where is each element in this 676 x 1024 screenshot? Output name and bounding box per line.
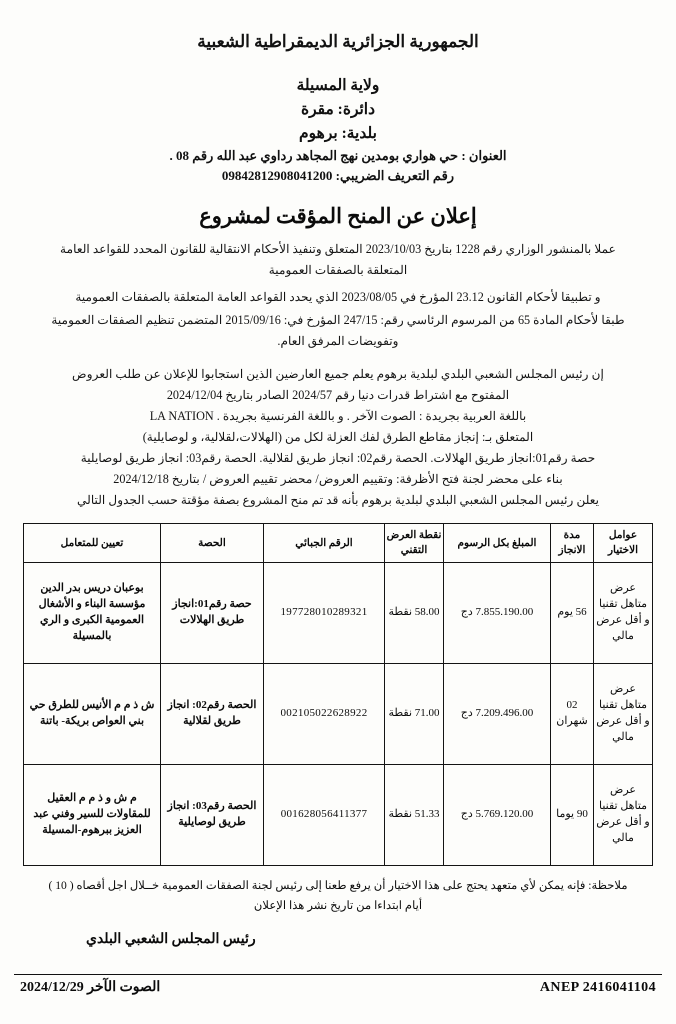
appeal-note: ملاحظة: فإنه يمكن لأي متعهد يحتج على هذا الاختيار أن يرفع طعنا إلى رئيس لجنة الصفقات العمومية خــلال اجل أقصاه ( 10 ) أيام ابتداءا من تاريخ نشر هذا الإعلان — [48, 879, 628, 913]
address-line: العنوان : حي هواري بومدين نهج المجاهد رداوي عبد الله رقم 08 . — [169, 148, 507, 164]
header-nif: الرقم الجبائي — [264, 524, 385, 563]
footer-divider — [14, 974, 662, 975]
cell-delai: 56 يوم — [551, 563, 594, 664]
signature-line: رئيس المجلس الشعبي البلدي — [86, 931, 256, 947]
header-lot: الحصة — [161, 524, 264, 563]
cell-note: 58.00 نقطة — [385, 563, 444, 664]
page-border — [6, 4, 670, 1020]
cell-nif: 002105022628922 — [264, 664, 385, 765]
cell-montant: 5.769.120.00 دج — [444, 765, 551, 866]
header-note: نقطة العرض التقني — [385, 524, 444, 563]
baladia-line: بلدية: برهوم — [299, 125, 377, 143]
republic-header: الجمهورية الجزائرية الديمقراطية الشعبية — [197, 32, 479, 51]
page-title: إعلان عن المنح المؤقت لمشروع — [199, 204, 477, 229]
daira-line: دائرة: مقرة — [300, 101, 376, 119]
paragraph-5: المفتوح مع اشتراط قدرات دنيا رقم 2024/57 الصادر بتاريخ 2024/12/04 — [166, 388, 510, 403]
cell-nif: 197728010289321 — [264, 563, 385, 664]
paragraph-3: طبقا لأحكام المادة 65 من المرسوم الرئاسي رقم: 247/15 المؤرخ في: 2015/09/16 المتضمن تنظيم الصفقات العمومية وتفويضات المرفق العام. — [51, 313, 625, 349]
paragraph-2: و تطبيقا لأحكام القانون 23.12 المؤرخ في 2023/08/05 الذي يحدد القواعد العامة المتعلقة بالصفقات العمومية — [75, 290, 601, 305]
cell-note: 51.33 نقطة — [385, 765, 444, 866]
cell-entreprise: ش ذ م م الأنيس للطرق حي بني العواص بريكة- باتنة — [24, 664, 161, 765]
header-entreprise: تعيين للمتعامل — [24, 524, 161, 563]
cell-montant: 7.855.190.00 دج — [444, 563, 551, 664]
cell-entreprise: بوعبان دريس بدر الدين مؤسسة البناء و الأشغال العمومية الكبرى و الري بالمسيلة — [24, 563, 161, 664]
wilaya-line: ولاية المسيلة — [296, 77, 380, 94]
cell-lot: الحصة رقم02: انجاز طريق لقلالية — [161, 664, 264, 765]
header-observations: عوامل الاختيار — [594, 524, 653, 563]
header-montant: المبلغ بكل الرسوم — [444, 524, 551, 563]
paragraph-6: باللغة العربية بجريدة : الصوت الآخر . و باللغة الفرنسية بجريدة . LA NATION — [149, 409, 527, 424]
cell-observations: عرض متاهل تقنيا و أقل عرض مالي — [594, 664, 653, 765]
page-footer — [0, 974, 676, 1008]
cell-note: 71.00 نقطة — [385, 664, 444, 765]
paragraph-4: إن رئيس المجلس الشعبي البلدي لبلدية برهوم يعلم جميع العارضين الذين استجابوا للإعلان عن طلب العروض — [72, 367, 604, 382]
newspaper-date: الصوت الآخر 2024/12/29 — [20, 980, 161, 995]
cell-entreprise: م ش و ذ م م العقيل للمقاولات للسير وفني عبد العزيز ببرهوم-المسيلة — [24, 765, 161, 866]
paragraph-10-announcement: يعلن رئيس المجلس الشعبي البلدي لبلدية برهوم بأنه قد تم منح المشروع بصفة مؤقتة حسب الجدول التالي — [76, 493, 600, 508]
paragraph-8-lots: حصة رقم01:انجاز طريق الهلالات. الحصة رقم02: انجاز طريق لقلالية. الحصة رقم03: انجاز طريق لوصايلية — [80, 451, 596, 466]
tax-id-line: رقم التعريف الضريبي: 09842812908041200 — [221, 168, 455, 184]
header-delai: مدة الانجاز — [551, 524, 594, 563]
cell-observations: عرض متاهل تقنيا و أقل عرض مالي — [594, 563, 653, 664]
anep-reference: ANEP 2416041104 — [539, 979, 656, 995]
cell-lot: الحصة رقم03: انجاز طريق لوصايلية — [161, 765, 264, 866]
cell-observations: عرض متاهل تقنيا و أقل عرض مالي — [594, 765, 653, 866]
paragraph-1: عملا بالمنشور الوزاري رقم 1228 بتاريخ 2023/10/03 المتعلق وتنفيذ الأحكام الانتقالية للقانون المحدد للقواعد العامة المتعلقة بالصفقات العمومية — [60, 242, 616, 278]
paragraph-9-commission: بناء على محضر لجنة فتح الأظرفة: وتقييم العروض/ محضر تقييم العروض / بتاريخ 2024/12/18 — [113, 472, 563, 487]
cell-delai: 90 يوما — [551, 765, 594, 866]
cell-nif: 001628056411377 — [264, 765, 385, 866]
cell-lot: حصة رقم01:انجاز طريق الهلالات — [161, 563, 264, 664]
paragraph-7-subject: المتعلق بـ: إنجاز مقاطع الطرق لفك العزلة لكل من (الهلالات،لقلالية، و لوصايلية) — [142, 430, 534, 445]
cell-montant: 7.209.496.00 دج — [444, 664, 551, 765]
cell-delai: 02 شهران — [551, 664, 594, 765]
